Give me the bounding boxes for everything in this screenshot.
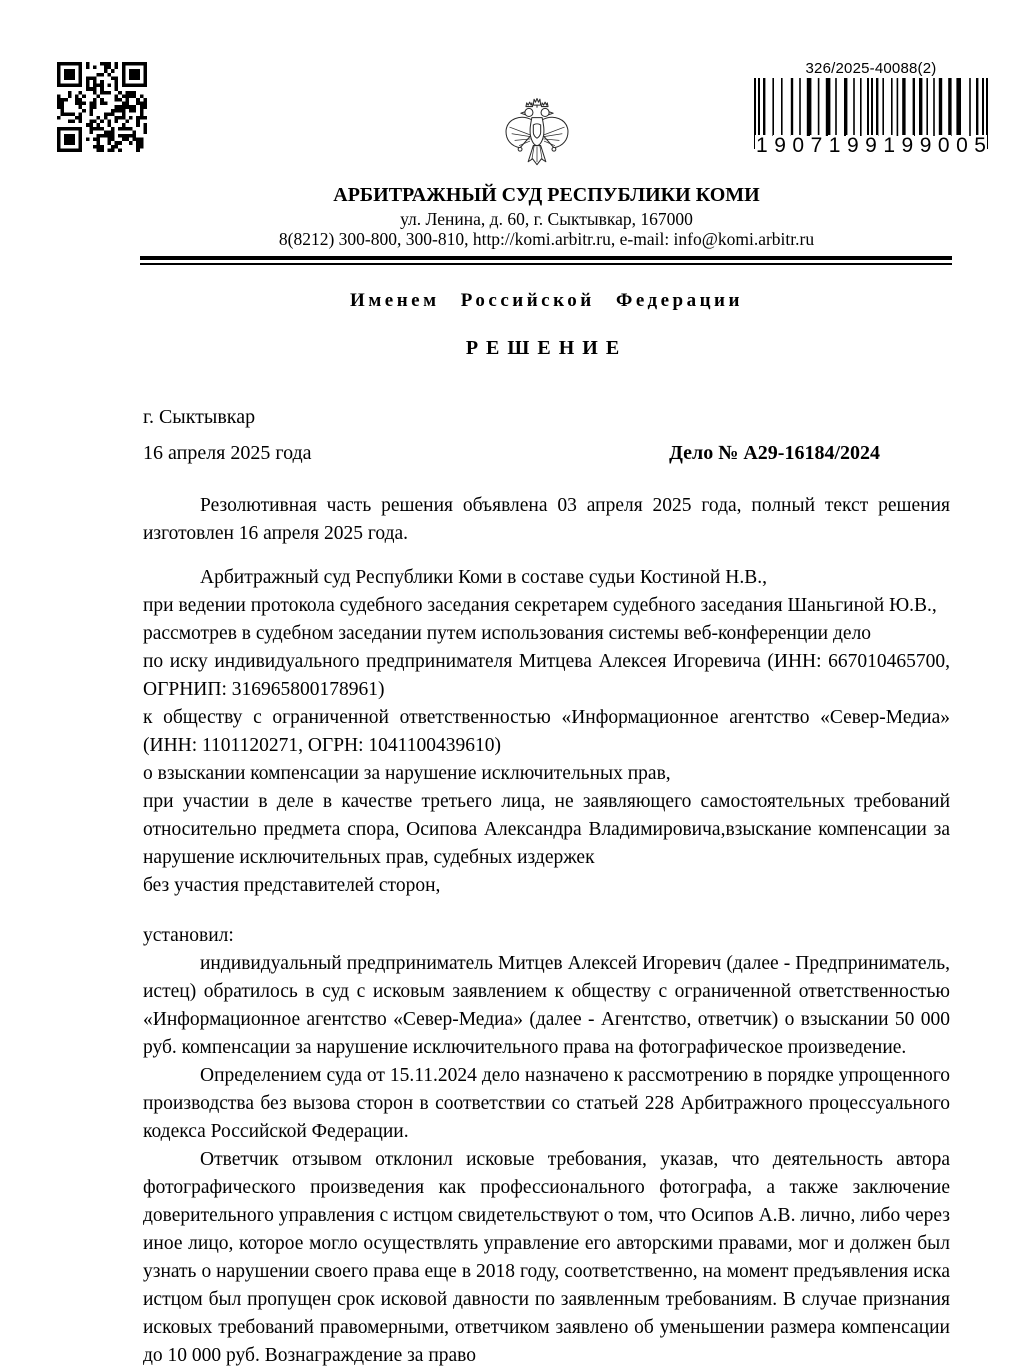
court-contacts: 8(8212) 300-800, 300-810, http://komi.arbitr.ru, e-mail: info@komi.arbitr.ru — [278, 229, 815, 249]
russian-coat-of-arms-icon — [500, 97, 574, 175]
paragraph: Ответчик отзывом отклонил исковые требования, указав, что деятельность автора фотографического произведения как профессионального фотографа, а также заключение доверительного управления с истцом свидетельствуют о том, что Осипов А.В. лично, либо через иное лицо, которое могло осуществлять управление его авторскими правами, мог и должен был узнать о нарушении своего права еще в 2018 году, соответственно, на момент предъявления иска истцом был пропущен срок исковой давности по заявленным требованиям. В случае признания исковых требований правомерными, ответчиком заявлено об уменьшении размера компенсации до 10 000 руб. Вознаграждение за право — [143, 1149, 950, 1366]
paragraph: рассмотрев в судебном заседании путем использования системы веб-конференции дело — [143, 623, 872, 644]
barcode-digits: 1 9 0 7 1 9 9 1 9 9 0 0 5 — [756, 134, 986, 157]
barcode — [754, 60, 988, 156]
doc-type-title: РЕШЕНИЕ — [465, 337, 628, 359]
paragraph: при ведении протокола судебного заседания секретарем судебного заседания Шаньгиной Ю.В., — [143, 595, 937, 616]
court-name: АРБИТРАЖНЫЙ СУД РЕСПУБЛИКИ КОМИ — [333, 184, 760, 206]
paragraph: установил: — [143, 925, 234, 946]
decision-date: 16 апреля 2025 года — [143, 442, 312, 464]
case-number: Дело № А29-16184/2024 — [669, 442, 880, 464]
court-address: ул. Ленина, д. 60, г. Сыктывкар, 167000 — [400, 209, 693, 229]
decision-text — [143, 492, 950, 1368]
paragraph: Арбитражный суд Республики Коми в составе судьи Костиной Н.В., — [200, 567, 767, 588]
qr-code-icon — [57, 62, 147, 152]
date-case-row — [143, 442, 950, 465]
document-body — [143, 266, 950, 1368]
paragraph: к обществу с ограниченной ответственностью «Информационное агентство «Север-Медиа» (ИНН: 1101120271, ОГРН: 1041100439610) — [143, 707, 950, 756]
paragraph: по иску индивидуального предпринимателя Митцева Алексея Игоревича (ИНН: 667010465700, ОГРНИП: 316965800178961) — [143, 651, 950, 700]
paragraph: Резолютивная часть решения объявлена 03 апреля 2025 года, полный текст решения изготовлен 16 апреля 2025 года. — [143, 495, 950, 544]
paragraph: о взыскании компенсации за нарушение исключительных прав, — [143, 763, 671, 784]
paragraph: Определением суда от 15.11.2024 дело назначено к рассмотрению в порядке упрощенного производства без вызова сторон в соответствии со статьей 228 Арбитражного процессуального кодекса Российской Федерации. — [143, 1065, 950, 1142]
paragraph: при участии в деле в качестве третьего лица, не заявляющего самостоятельных требований относительно предмета спора, Осипова Александра Владимировича,взыскание компенсации за нарушение исключительных прав, судебных издержек — [143, 791, 950, 868]
court-header — [143, 184, 950, 249]
barcode-label: 326/2025-40088(2) — [805, 60, 937, 77]
paragraph: индивидуальный предприниматель Митцев Алексей Игоревич (далее - Предприниматель, истец) обратилось в суд с исковым заявлением к обществу с ограниченной ответственностью «Информационное агентство «Север-Медиа» (далее - Агентство, ответчик) о взыскании 50 000 руб. компенсации за нарушение исключительного права на фотографическое произведение. — [143, 953, 950, 1058]
city-line: г. Сыктывкар — [143, 406, 256, 428]
paragraph: без участия представителей сторон, — [143, 875, 441, 896]
in-the-name-line: Именем Российской Федерации — [350, 290, 743, 311]
header-divider — [140, 256, 952, 265]
